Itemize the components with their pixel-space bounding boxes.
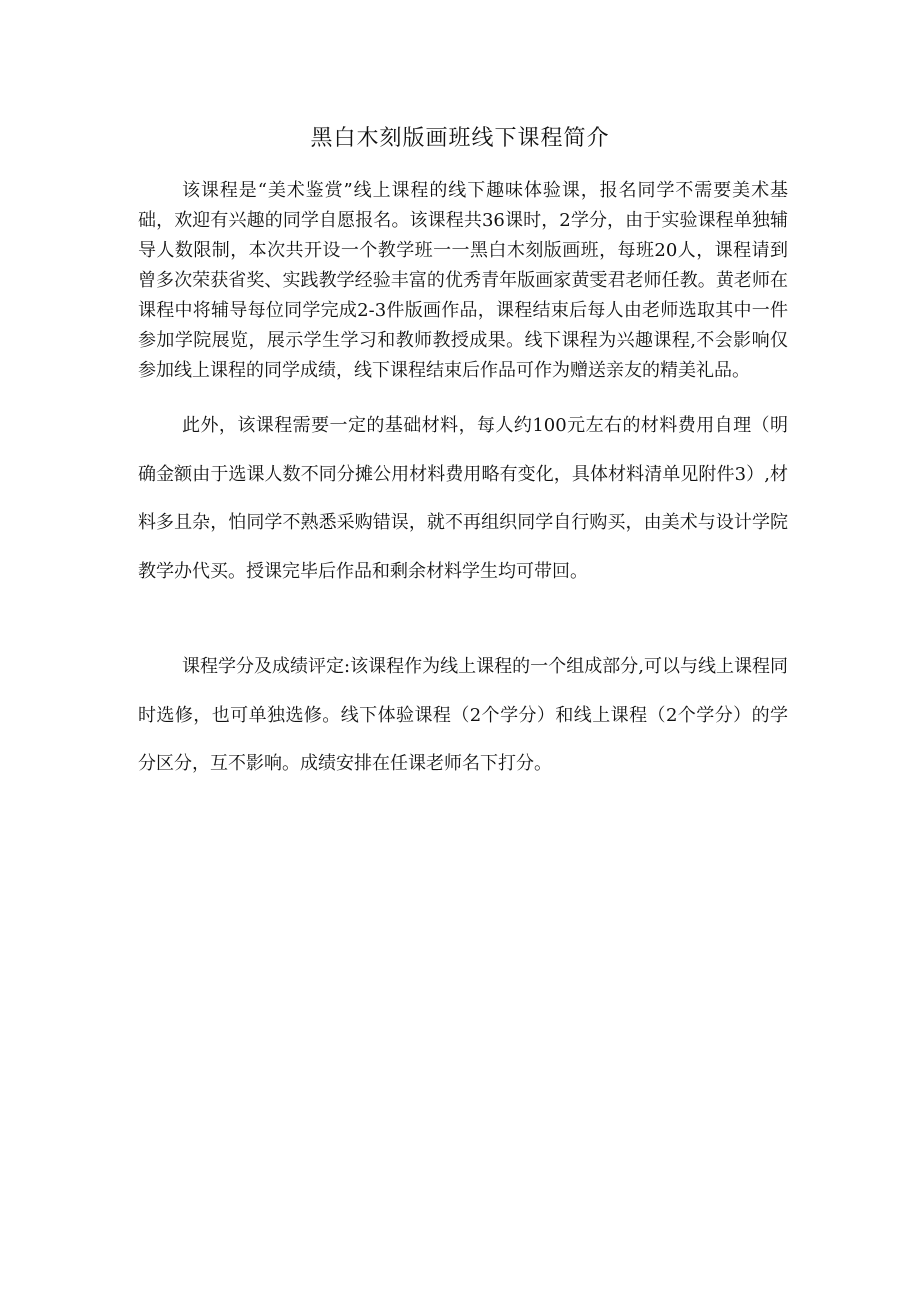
paragraph-credits-grading: 课程学分及成绩评定:该课程作为线上课程的一个组成部分,可以与线上课程同时选修，也可单独选修。线下体验课程（2个学分）和线上课程（2个学分）的学分区分，互不影响。成绩安排在任课老师名下打分。 — [138, 656, 788, 774]
document-title: 黑白木刻版画班线下课程简介 — [310, 126, 610, 151]
paragraph-course-intro: 该课程是“美术鉴赏”线上课程的线下趣味体验课，报名同学不需要美术基础，欢迎有兴趣的同学自愿报名。该课程共36课时，2学分，由于实验课程单独辅导人数限制，本次共开设一个教学班一一黑白木刻版画班，每班20人，课程请到曾多次荣获省奖、实践教学经验丰富的优秀青年版画家黄雯君老师任教。黄老师在课程中将辅导每位同学完成2-3件版画作品，课程结束后每人由老师选取其中一件参加学院展览，展示学生学习和教师教授成果。线下课程为兴趣课程,不会影响仅参加线上课程的同学成绩，线下课程结束后作品可作为赠送亲友的精美礼品。 — [138, 180, 788, 381]
paragraph-materials: 此外，该课程需要一定的基础材料，每人约100元左右的材料费用自理（明确金额由于选课人数不同分摊公用材料费用略有变化，具体材料清单见附件3）,材料多且杂，怕同学不熟悉采购错误，就不再组织同学自行购买，由美术与设计学院教学办代买。授课完毕后作品和剩余材料学生均可带回。 — [138, 415, 788, 582]
